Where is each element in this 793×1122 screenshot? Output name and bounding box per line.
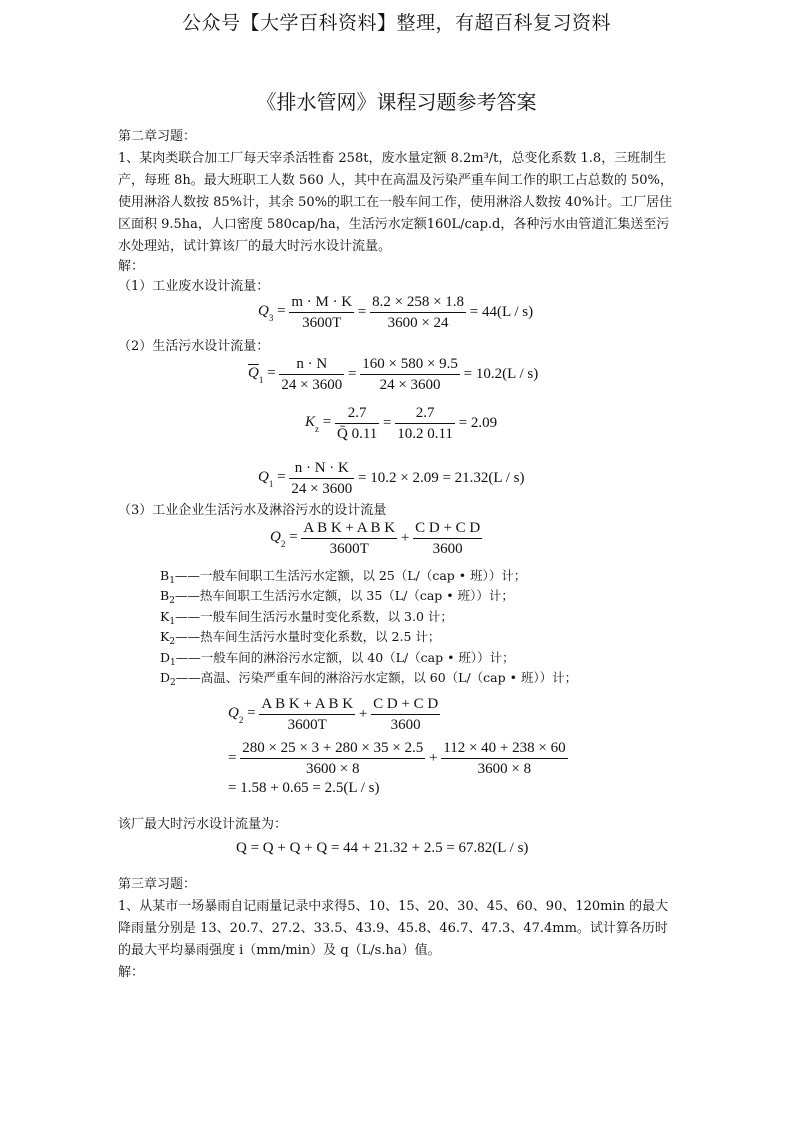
definition-item: $K_2——$热车间生活污水量时变化系数，以 2.5 计； bbox=[160, 629, 441, 647]
equation-q2-formula: $Q_2$ = $\frac{\text{A B K + A B K}}{3600T}$ + $\frac{\text{C D + C D}}{3600}$ bbox=[270, 520, 481, 557]
definition-item: $B_1——$一般车间职工生活污水定额，以 25（L/（cap • 班））计； bbox=[160, 568, 527, 586]
ch3-problem: 1、从某市一场暴雨自记雨量记录中求得5、10、15、20、30、45、60、90、120min 的最大降雨量分别是 13、20.7、27.2、33.5、43.9、45.8、46.7、47.3、47.4mm。试计算各历时的最大平均暴雨强度 i（mm/min）及 q（L/s.ha）值。 bbox=[118, 899, 669, 958]
definition-item: $D_2——$高温、污染严重车间的淋浴污水定额，以 60（L/（cap • 班））计； bbox=[160, 670, 578, 688]
definition-item: $D_1——$一般车间的淋浴污水定额，以 40（L/（cap • 班））计； bbox=[160, 650, 515, 668]
equation-q2-result: = 1.58 + 0.65 = 2.5(L / s) bbox=[228, 780, 380, 796]
equation-q1: $Q_1$ = $\frac{n \cdot N \cdot K}{24 \times 3600}$ = 10.2 × 2.09 = 21.32(L / s) bbox=[258, 460, 525, 497]
definition-item: $B_2——$热车间职工生活污水定额，以 35（L/（cap • 班））计； bbox=[160, 588, 514, 606]
step2-label: （2）生活污水设计流量： bbox=[118, 339, 270, 354]
ch2-solve-label: 解： bbox=[118, 259, 145, 274]
page-header: 公众号【大学百科资料】整理，有超百科复习资料 bbox=[181, 12, 611, 34]
definition-item: $K_1——$一般车间生活污水量时变化系数，以 3.0 计； bbox=[160, 609, 453, 627]
ch3-heading: 第三章习题： bbox=[118, 877, 197, 892]
equation-q3: $Q_3$ = $\frac{m \cdot M \cdot K}{3600T}$ = $\frac{8.2 \times 258 \times 1.8}{3600 \times 24}$ = 44(L / s) bbox=[258, 294, 534, 331]
ch2-heading: 第二章习题： bbox=[118, 129, 197, 144]
document-title: 《排水管网》课程习题参考答案 bbox=[256, 90, 537, 114]
total-flow-label: 该厂最大时污水设计流量为： bbox=[118, 817, 288, 832]
equation-q2-step1: $Q_2$ = $\frac{\text{A B K + A B K}}{3600T}$ + $\frac{\text{C D + C D}}{3600}$ bbox=[228, 696, 439, 733]
equation-kz: $K_z$ = $\frac{2.7}{Q̄ 0.11}$ = $\frac{2.7}{10.2 0.11}$ = 2.09 bbox=[305, 405, 498, 442]
equation-total-flow: Q = Q + Q + Q = 44 + 21.32 + 2.5 = 67.82(L / s) bbox=[236, 840, 529, 856]
equation-q1-average: $\overline{Q}_1$ = $\frac{n \cdot N}{24 \times 3600}$ = $\frac{160 \times 580 \times 9.5}{24 \times 3600}$ = 10.2(L / s) bbox=[248, 356, 539, 393]
ch2-problem: 1、某肉类联合加工厂每天宰杀活牲畜 258t，废水量定额 8.2m³/t，总变化系数 1.8，三班制生产，每班 8h。最大班职工人数 560 人，其中在高温及污染严重车间工作的职工占总数的 50%，使用淋浴人数按 85%计，其余 50%的职工在一般车间工作，使用淋浴人数按 40%计。工厂居住区面积 9.5ha，人口密度 580cap/ha，生活污水定额160L/cap.d，各种污水由管道汇集送至污水处理站，试计算该厂的最大时污水设计流量。 bbox=[118, 151, 673, 254]
step3-label: （3）工业企业生活污水及淋浴污水的设计流量 bbox=[118, 503, 387, 518]
equation-q2-step2: = $\frac{280 \times 25 \times 3 + 280 \times 35 \times 2.5}{3600 \times 8}$ + $\frac{112 \times 40 + 238 \times 60}{3600 \times 8}$ bbox=[228, 740, 566, 777]
ch3-solve-label: 解： bbox=[118, 965, 145, 980]
step1-label: （1）工业废水设计流量： bbox=[118, 279, 270, 294]
